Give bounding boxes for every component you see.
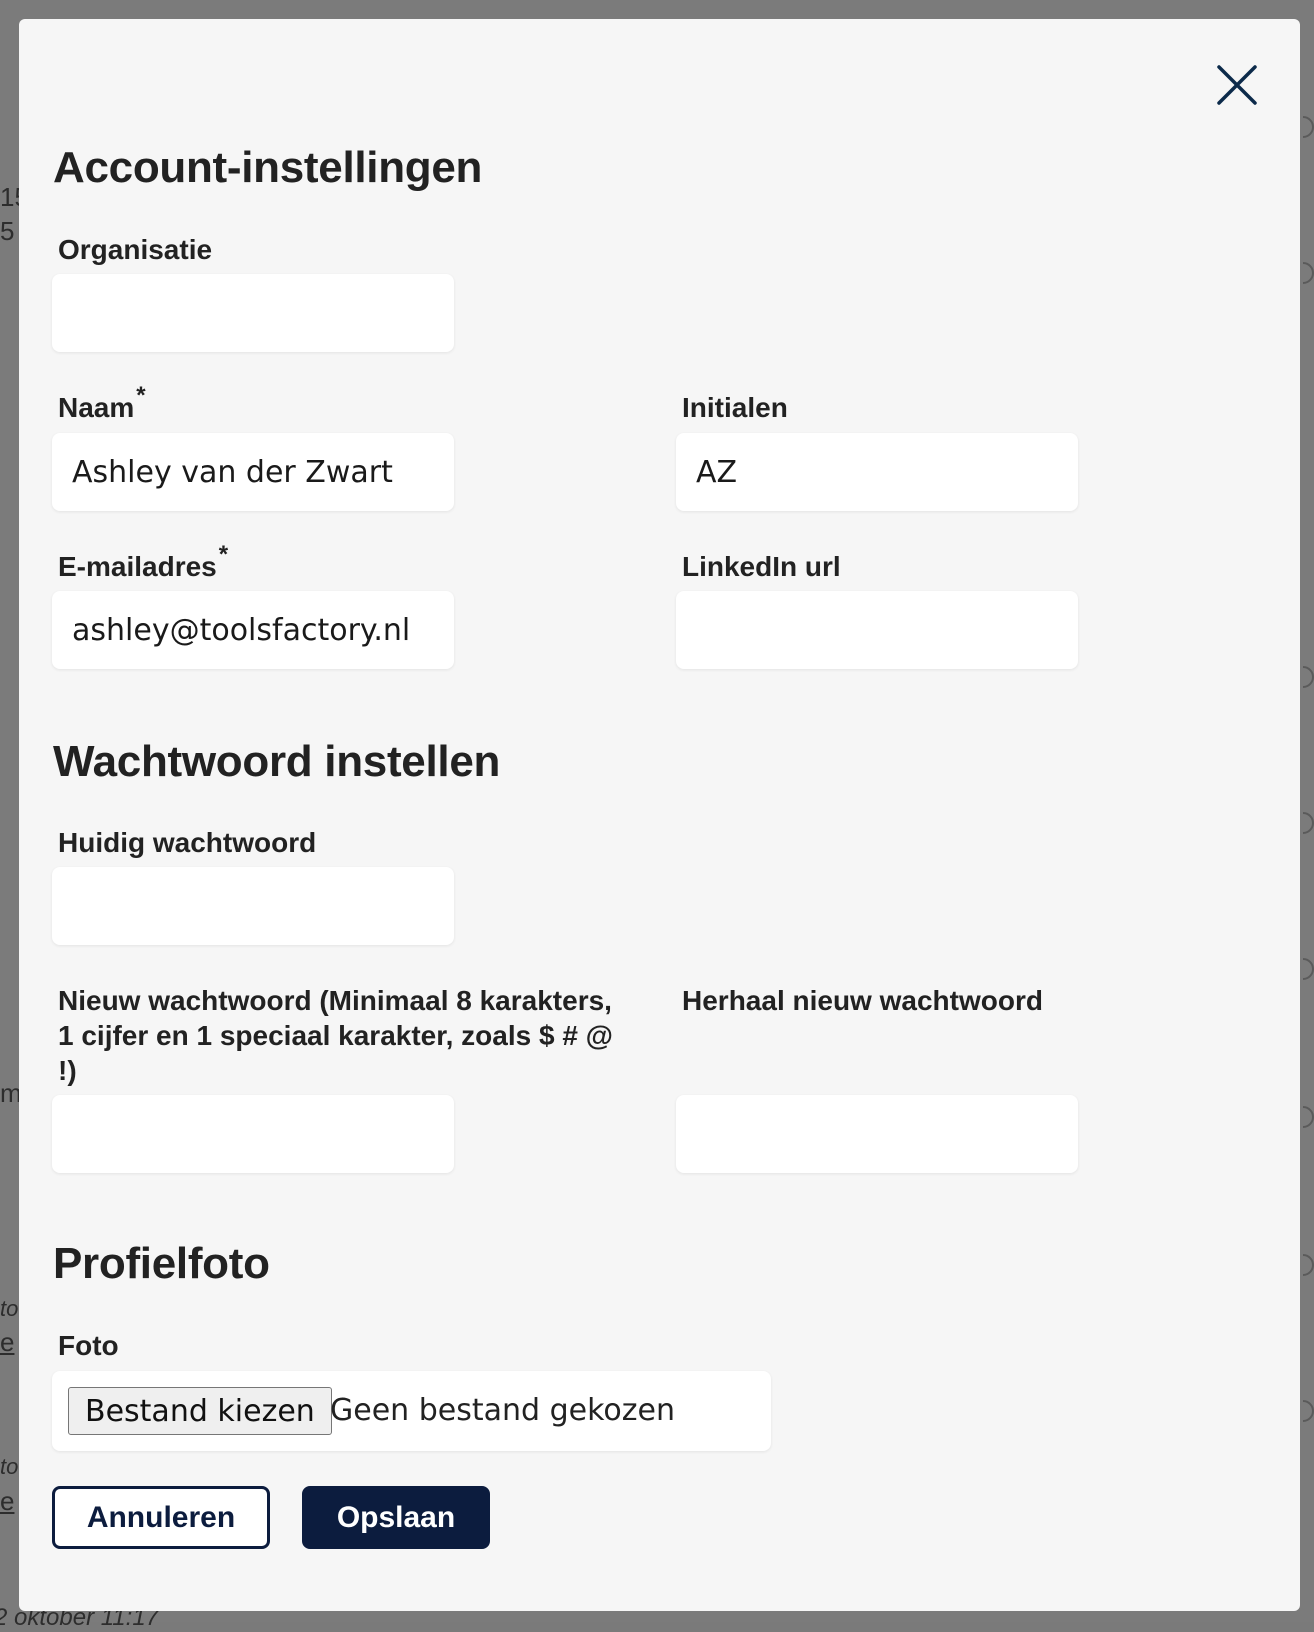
background-text-fragment: 5 [0, 216, 14, 246]
new-password-input[interactable] [52, 1095, 454, 1173]
section-title-photo: Profielfoto [53, 1239, 270, 1289]
initialen-input[interactable] [676, 433, 1078, 511]
cancel-button[interactable]: Annuleren [52, 1486, 270, 1549]
background-link-fragment: e [0, 1486, 14, 1516]
close-icon [1209, 57, 1265, 113]
required-mark: * [136, 382, 145, 409]
organisatie-input[interactable] [52, 274, 454, 352]
new-password-label: Nieuw wachtwoord (Minimaal 8 karakters, 1 cijfer en 1 speciaal karakter, zoals $ # @ !) [58, 983, 618, 1088]
repeat-password-label: Herhaal nieuw wachtwoord [682, 983, 1043, 1018]
foto-label: Foto [58, 1328, 119, 1363]
background-text-fragment: to [0, 1294, 18, 1324]
background-text-fragment: 15 [0, 182, 29, 212]
current-password-input[interactable] [52, 867, 454, 945]
section-title-password: Wachtwoord instellen [53, 737, 500, 787]
linkedin-input[interactable] [676, 591, 1078, 669]
close-button[interactable] [1209, 57, 1265, 113]
email-input[interactable] [52, 591, 454, 669]
naam-label [58, 390, 146, 427]
initialen-label: Initialen [682, 390, 788, 425]
naam-label-text: Naam [58, 392, 134, 423]
email-label [58, 549, 228, 586]
required-mark: * [219, 541, 228, 568]
organisatie-label: Organisatie [58, 232, 212, 267]
section-title-account: Account-instellingen [53, 143, 482, 193]
repeat-password-input[interactable] [676, 1095, 1078, 1173]
email-label-text: E-mailadres [58, 551, 217, 582]
naam-input[interactable] [52, 433, 454, 511]
file-status-text: Geen bestand gekozen [330, 1391, 675, 1431]
background-link-fragment: e [0, 1327, 14, 1357]
background-text-fragment: m [0, 1078, 22, 1108]
file-input[interactable] [52, 1371, 771, 1451]
linkedin-label: LinkedIn url [682, 549, 841, 584]
current-password-label: Huidig wachtwoord [58, 825, 316, 860]
background-text-fragment: to [0, 1452, 18, 1482]
choose-file-button[interactable]: Bestand kiezen [68, 1387, 332, 1435]
account-settings-modal [19, 19, 1300, 1611]
background-timestamp: 2 oktober 11:17 [0, 1604, 159, 1632]
save-button[interactable]: Opslaan [302, 1486, 490, 1549]
